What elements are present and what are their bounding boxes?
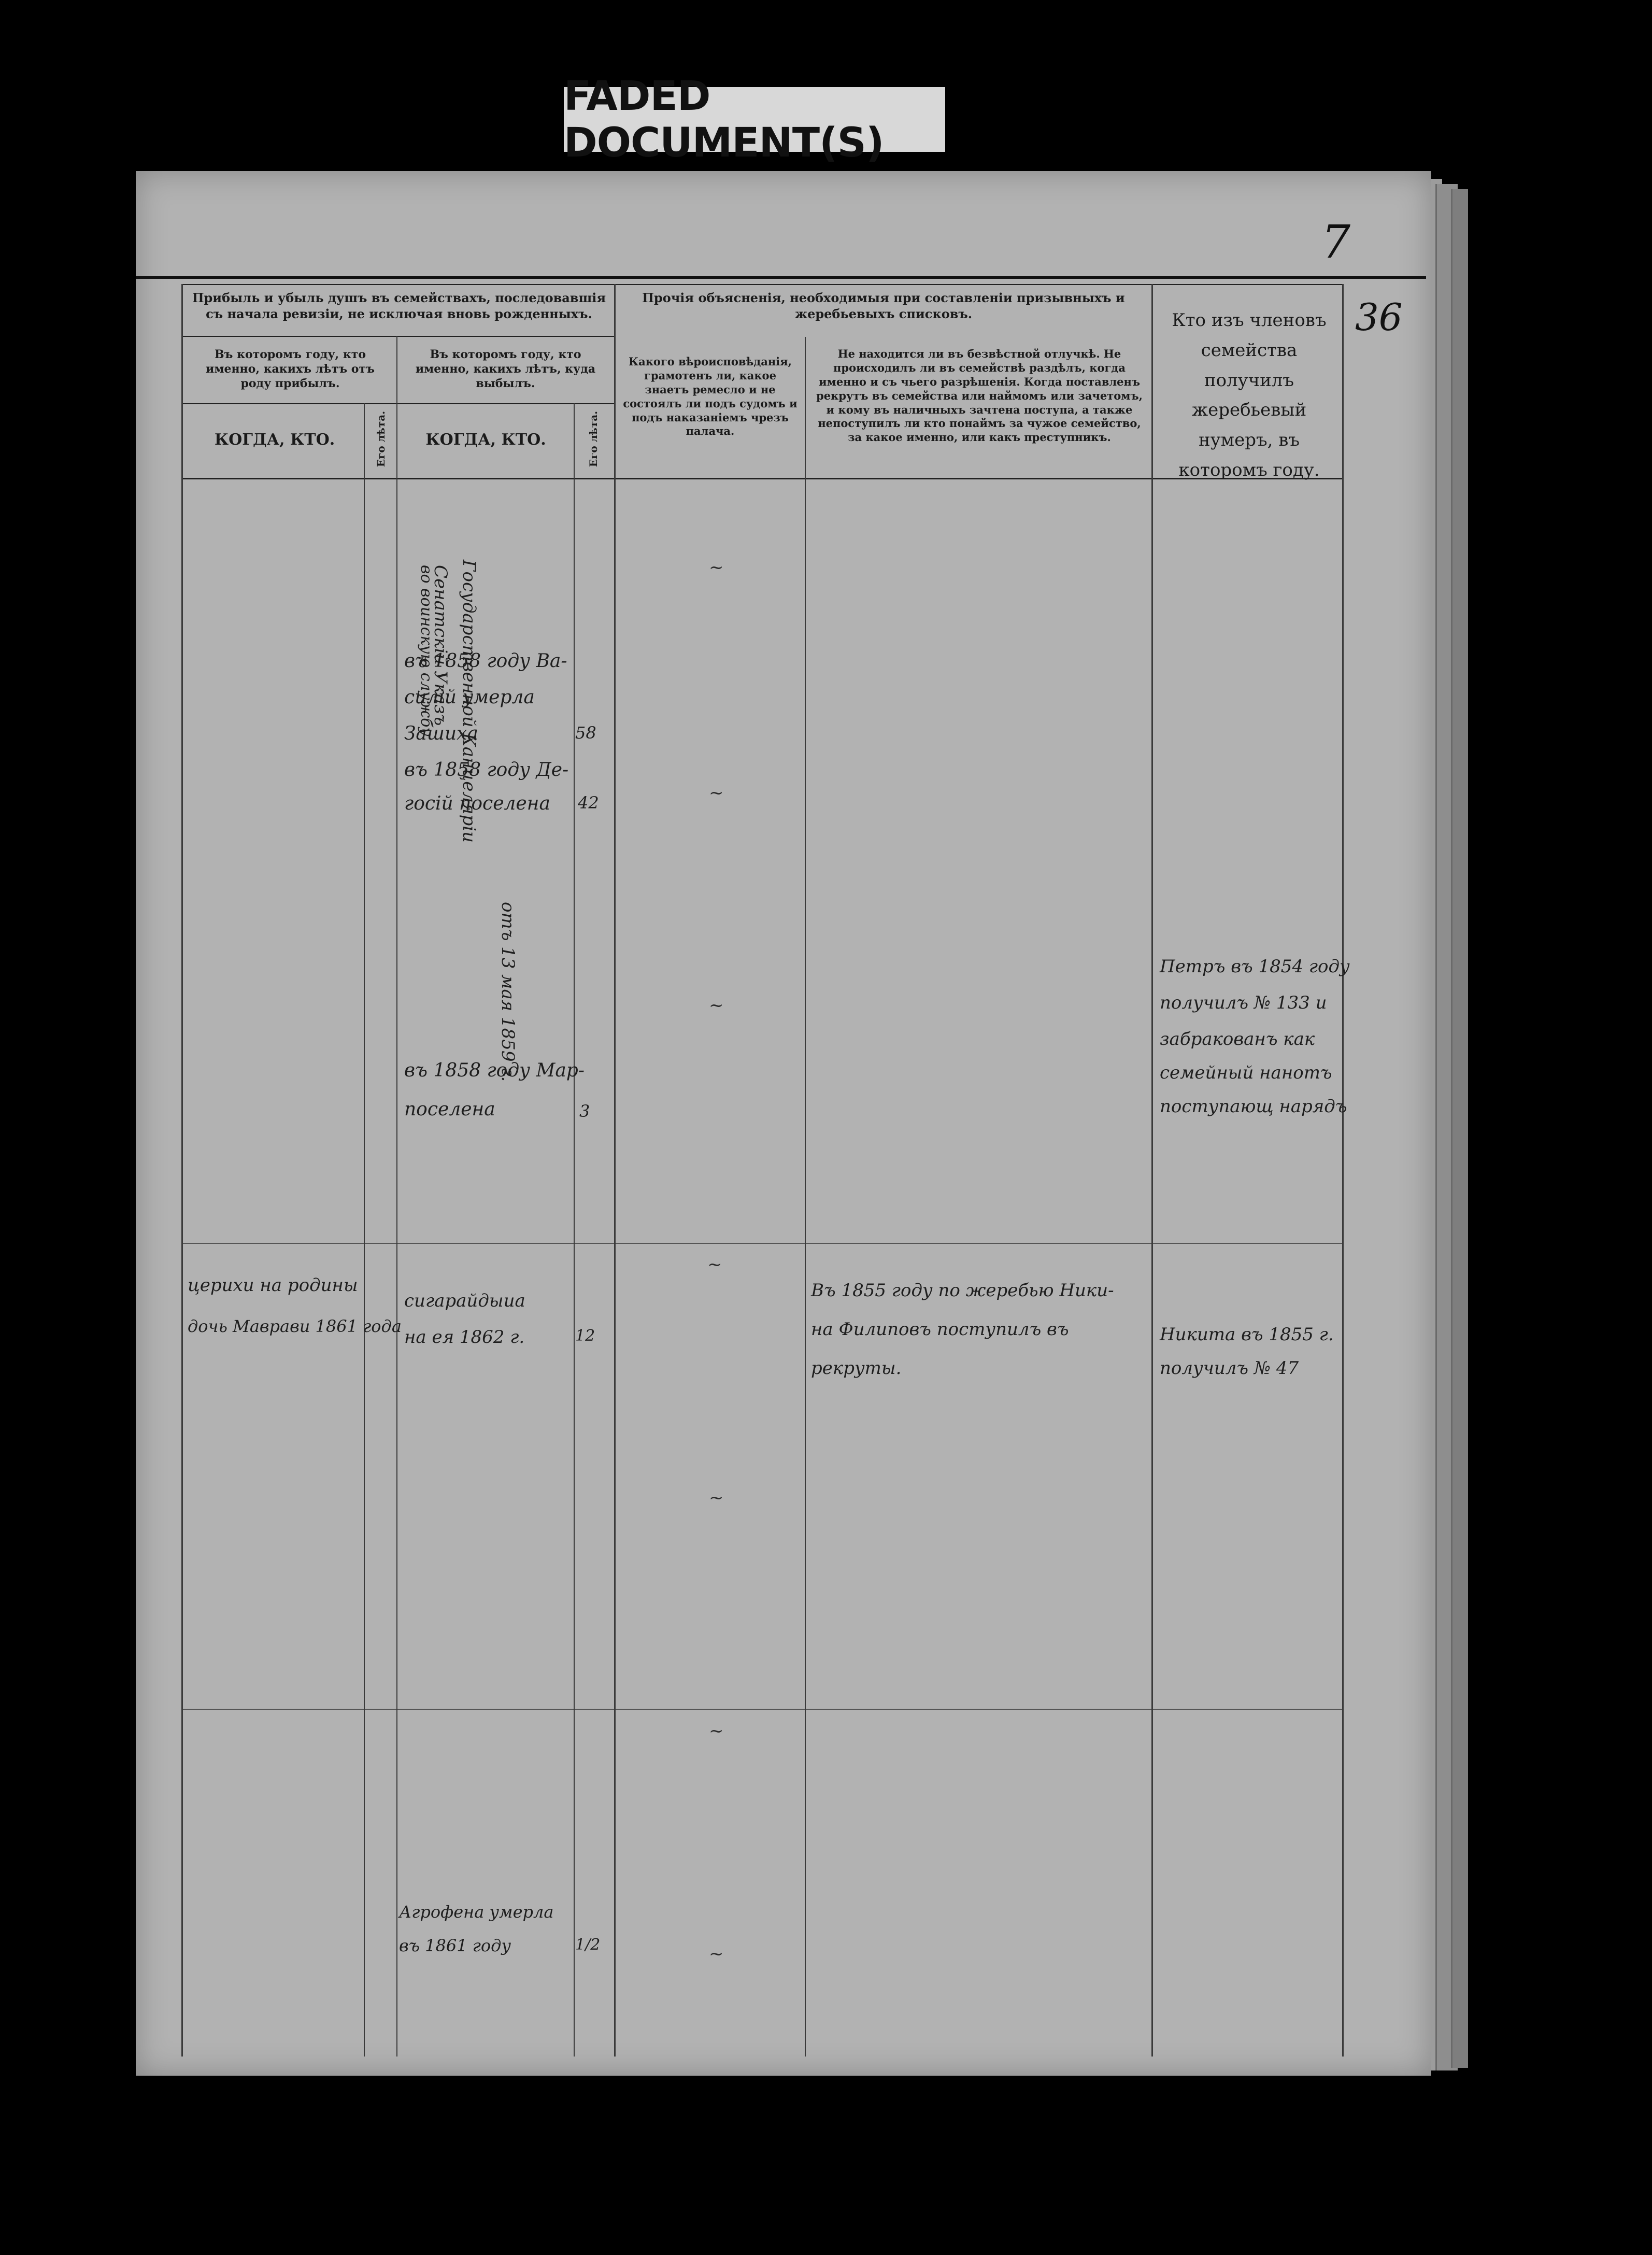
row1-lot-1: Петръ въ 1854 году xyxy=(1160,956,1350,977)
row1-lot-4: семейный нанотъ xyxy=(1160,1062,1332,1083)
row1-departed-vertical-a: Сенатскій Указъ xyxy=(430,565,451,726)
row2-arrived-2: дочь Маврави 1861 года xyxy=(188,1316,402,1336)
row2-religion-mark: ~ xyxy=(709,1487,724,1508)
header-age-arrived: Его лѣта. xyxy=(375,410,387,467)
row3-religion-mark: ~ xyxy=(709,1944,724,1964)
header-lot-number: Кто изъ членовъ семейства получилъ жеребьевый нумеръ, въ которомъ году. xyxy=(1172,310,1327,480)
row1-departed-3: Зашиха xyxy=(404,723,478,744)
header-absence: Не находится ли въ безвѣстной отлучкѣ. Не происходилъ ли въ семействѣ раздѣлъ, когда именно и съ чьего разрѣшенія. Когда поставленъ рекрутъ въ семейства или наймомъ или зачетомъ, и кому въ наличныхъ зачтена поступа, а также непоступилъ ли кто понаймъ за чужое семейство, за какое именно, или какъ преступникъ. xyxy=(816,347,1143,444)
row1-departed-vertical-d: во воинскую службу xyxy=(417,565,435,736)
row2-departed-2: на ея 1862 г. xyxy=(404,1327,525,1348)
row1-age-3: 3 xyxy=(579,1101,590,1121)
row1-religion-mark: ~ xyxy=(709,783,724,803)
row2-arrived-1: церихи на родины xyxy=(188,1275,358,1296)
page-number-top: 7 xyxy=(1321,215,1350,268)
header-arrived: Въ которомъ году, кто именно, какихъ лѣтъ отъ роду прибылъ. xyxy=(206,348,375,391)
header-when-who-departed: КОГДА, КТО. xyxy=(425,431,546,449)
row2-absence-3: рекруты. xyxy=(811,1358,902,1379)
row1-religion-mark: ~ xyxy=(709,557,724,578)
row3-religion-mark: ~ xyxy=(709,1721,724,1741)
row2-lot-1: Никита въ 1855 г. xyxy=(1160,1324,1334,1345)
row1-departed-5: госій поселена xyxy=(404,793,550,814)
row2-lot-2: получилъ № 47 xyxy=(1160,1358,1299,1379)
row1-departed-7: поселена xyxy=(404,1099,495,1120)
row2-religion-mark: ~ xyxy=(707,1254,722,1275)
row2-absence-2: на Филиповъ поступилъ въ xyxy=(811,1319,1069,1340)
row1-departed-1: въ 1858 году Ва- xyxy=(404,650,567,672)
row1-lot-5: поступающ нарядъ xyxy=(1160,1096,1347,1117)
row1-departed-6: въ 1858 году Мар- xyxy=(404,1060,585,1081)
row2-departed-1: сигарайдыиа xyxy=(404,1290,525,1311)
header-religion: Какого вѣроисповѣданія, грамотенъ ли, какое знаетъ ремесло и не состоялъ ли подъ судомъ и подъ наказаніемъ чрезъ палача. xyxy=(623,355,797,438)
header-when-who-arrived: КОГДА, КТО. xyxy=(214,431,335,449)
row1-lot-3: забракованъ как xyxy=(1160,1029,1315,1050)
row1-departed-4: въ 1858 году Де- xyxy=(404,759,569,781)
header-movement-group: Прибыль и убыль душъ въ семействахъ, последовавшія съ начала ревизіи, не исключая вновь рожденныхъ. xyxy=(192,290,606,321)
row1-religion-mark: ~ xyxy=(709,995,724,1016)
row1-age-1: 58 xyxy=(575,723,596,743)
row2-age: 12 xyxy=(575,1327,595,1345)
page-edge xyxy=(1451,189,1468,2068)
header-other-explanations: Прочія объясненія, необходимыя при составленіи призывныхъ и жеребьевыхъ списковъ. xyxy=(642,290,1125,321)
row1-lot-2: получилъ № 133 и xyxy=(1160,992,1327,1013)
row3-departed-1: Агрофена умерла xyxy=(399,1902,554,1922)
row3-departed-2: въ 1861 году xyxy=(399,1936,511,1955)
row1-age-2: 42 xyxy=(578,793,599,813)
row2-absence-1: Въ 1855 году по жеребью Ники- xyxy=(811,1280,1114,1301)
header-departed: Въ которомъ году, кто именно, какихъ лѣтъ, куда выбылъ. xyxy=(415,348,596,391)
faded-document-label: FADED DOCUMENT(S) xyxy=(564,87,945,152)
row3-age: 1/2 xyxy=(575,1936,601,1954)
row1-departed-vertical-c: отъ 13 мая 1859 г. xyxy=(497,902,518,1082)
row1-departed-2: силій умерла xyxy=(404,687,535,708)
row1-departed-vertical-b: Государственной Канцеляріи xyxy=(459,560,479,843)
page-number-second: 36 xyxy=(1355,295,1403,339)
header-age-departed: Его лѣта. xyxy=(587,410,600,467)
